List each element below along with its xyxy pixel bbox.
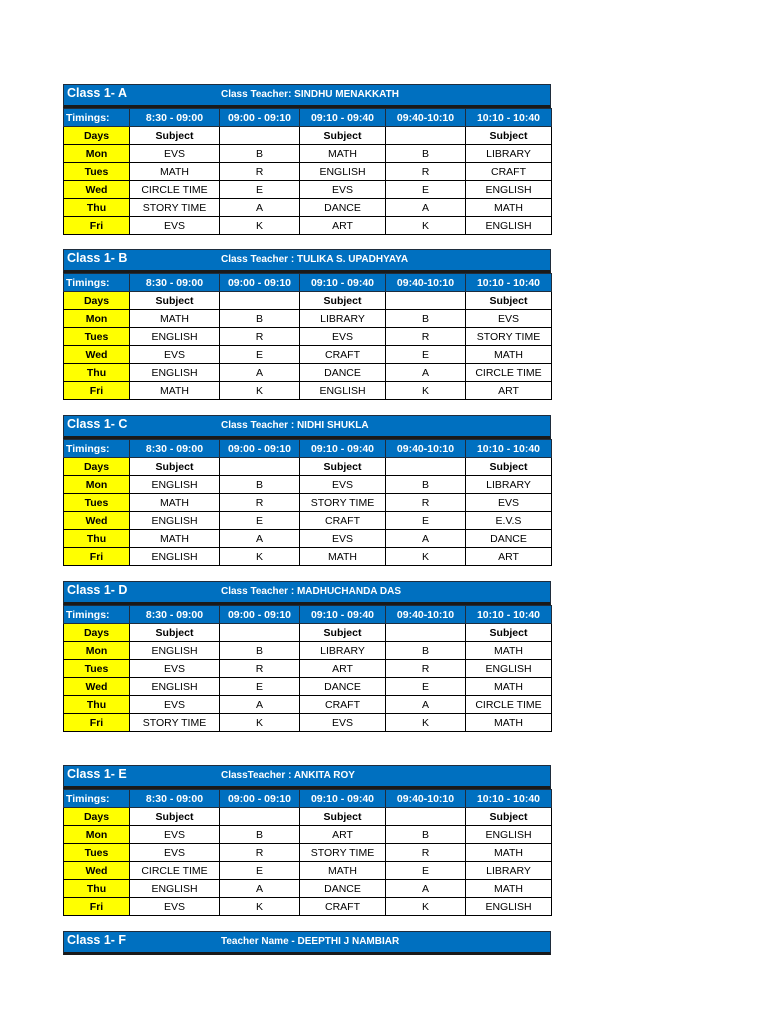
break-cell: E xyxy=(386,862,466,880)
subject-cell: EVS xyxy=(130,696,220,714)
header-row xyxy=(64,292,552,310)
empty-cell xyxy=(220,808,300,826)
subject-cell: ENGLISH xyxy=(466,898,552,916)
day-cell: Wed xyxy=(64,512,130,530)
class-teacher: Class Teacher : MADHUCHANDA DAS xyxy=(221,586,402,597)
subject-cell: DANCE xyxy=(300,199,386,217)
timing-cell: Timings: xyxy=(64,109,130,127)
subject-cell: ENGLISH xyxy=(466,826,552,844)
day-row xyxy=(64,494,552,512)
day-row xyxy=(64,163,552,181)
break-cell: R xyxy=(220,494,300,512)
day-cell: Thu xyxy=(64,199,130,217)
timing-cell: Timings: xyxy=(64,440,130,458)
class-1f-block xyxy=(63,931,551,955)
timings-row xyxy=(64,109,552,127)
day-cell: Thu xyxy=(64,364,130,382)
class-name: Class 1- E xyxy=(67,767,127,781)
subject-header: Subject xyxy=(466,458,552,476)
day-cell: Fri xyxy=(64,898,130,916)
day-cell: Fri xyxy=(64,714,130,732)
break-cell: R xyxy=(220,328,300,346)
break-cell: A xyxy=(220,364,300,382)
empty-cell xyxy=(386,458,466,476)
day-cell: Wed xyxy=(64,862,130,880)
subject-cell: CRAFT xyxy=(300,512,386,530)
subject-cell: EVS xyxy=(130,217,220,235)
subject-cell: MATH xyxy=(466,199,552,217)
subject-cell: EVS xyxy=(300,476,386,494)
class-title-bar xyxy=(63,415,551,439)
subject-cell: E.V.S xyxy=(466,512,552,530)
subject-header: Subject xyxy=(466,292,552,310)
break-cell: A xyxy=(386,880,466,898)
break-cell: B xyxy=(386,642,466,660)
break-cell: K xyxy=(386,898,466,916)
subject-cell: MATH xyxy=(466,678,552,696)
subject-cell: MATH xyxy=(466,346,552,364)
break-cell: B xyxy=(220,826,300,844)
timing-cell: 09:10 - 09:40 xyxy=(300,606,386,624)
empty-cell xyxy=(220,458,300,476)
class-name: Class 1- A xyxy=(67,86,127,100)
day-cell: Thu xyxy=(64,696,130,714)
day-cell: Fri xyxy=(64,382,130,400)
break-cell: E xyxy=(386,181,466,199)
subject-cell: ENGLISH xyxy=(130,880,220,898)
timing-cell: 09:00 - 09:10 xyxy=(220,274,300,292)
break-cell: A xyxy=(386,199,466,217)
day-row xyxy=(64,642,552,660)
subject-cell: EVS xyxy=(466,310,552,328)
class-teacher: Class Teacher: SINDHU MENAKKATH xyxy=(221,89,399,100)
subject-cell: MATH xyxy=(300,145,386,163)
subject-header: Subject xyxy=(300,624,386,642)
timing-cell: 10:10 - 10:40 xyxy=(466,440,552,458)
timing-cell: 09:00 - 09:10 xyxy=(220,440,300,458)
day-cell: Thu xyxy=(64,530,130,548)
header-row xyxy=(64,808,552,826)
class-teacher: ClassTeacher : ANKITA ROY xyxy=(221,770,355,781)
timing-cell: 09:40-10:10 xyxy=(386,440,466,458)
class-name: Class 1- F xyxy=(67,933,127,947)
subject-cell: DANCE xyxy=(300,678,386,696)
subject-cell: ENGLISH xyxy=(300,163,386,181)
subject-header: Subject xyxy=(466,808,552,826)
subject-cell: EVS xyxy=(300,181,386,199)
subject-cell: MATH xyxy=(466,880,552,898)
break-cell: R xyxy=(386,163,466,181)
break-cell: K xyxy=(220,217,300,235)
break-cell: R xyxy=(386,660,466,678)
subject-header: Subject xyxy=(130,458,220,476)
subject-cell: ENGLISH xyxy=(466,660,552,678)
break-cell: B xyxy=(220,310,300,328)
header-row xyxy=(64,458,552,476)
day-row xyxy=(64,548,552,566)
class-name: Class 1- C xyxy=(67,417,128,431)
timing-cell: 09:00 - 09:10 xyxy=(220,606,300,624)
break-cell: A xyxy=(386,696,466,714)
subject-cell: EVS xyxy=(300,714,386,732)
break-cell: A xyxy=(386,530,466,548)
days-header: Days xyxy=(64,808,130,826)
timetable xyxy=(63,439,552,566)
day-cell: Mon xyxy=(64,310,130,328)
subject-cell: ENGLISH xyxy=(300,382,386,400)
timetable xyxy=(63,789,552,916)
day-row xyxy=(64,346,552,364)
subject-cell: LIBRARY xyxy=(466,145,552,163)
days-header: Days xyxy=(64,458,130,476)
subject-cell: STORY TIME xyxy=(130,714,220,732)
class-title-bar xyxy=(63,84,551,108)
subject-cell: EVS xyxy=(130,346,220,364)
subject-cell: MATH xyxy=(130,163,220,181)
subject-cell: ENGLISH xyxy=(130,548,220,566)
subject-header: Subject xyxy=(300,808,386,826)
subject-cell: ART xyxy=(300,217,386,235)
day-row xyxy=(64,199,552,217)
subject-cell: STORY TIME xyxy=(130,199,220,217)
subject-cell: ENGLISH xyxy=(130,364,220,382)
break-cell: B xyxy=(386,310,466,328)
day-cell: Thu xyxy=(64,880,130,898)
empty-cell xyxy=(220,624,300,642)
subject-cell: CIRCLE TIME xyxy=(130,181,220,199)
subject-cell: DANCE xyxy=(466,530,552,548)
timing-cell: 09:10 - 09:40 xyxy=(300,440,386,458)
timetable xyxy=(63,273,552,400)
break-cell: B xyxy=(386,476,466,494)
break-cell: K xyxy=(220,898,300,916)
subject-cell: EVS xyxy=(130,898,220,916)
subject-cell: DANCE xyxy=(300,880,386,898)
day-cell: Mon xyxy=(64,476,130,494)
timing-cell: 10:10 - 10:40 xyxy=(466,606,552,624)
break-cell: R xyxy=(386,494,466,512)
days-header: Days xyxy=(64,292,130,310)
timings-row xyxy=(64,440,552,458)
days-header: Days xyxy=(64,624,130,642)
break-cell: K xyxy=(386,382,466,400)
subject-header: Subject xyxy=(466,127,552,145)
class-timetable-block xyxy=(63,84,551,235)
class-timetable-block xyxy=(63,249,551,400)
break-cell: R xyxy=(386,328,466,346)
subject-cell: CRAFT xyxy=(466,163,552,181)
timing-cell: 09:40-10:10 xyxy=(386,109,466,127)
subject-cell: CIRCLE TIME xyxy=(130,862,220,880)
timing-cell: 09:10 - 09:40 xyxy=(300,274,386,292)
break-cell: E xyxy=(386,346,466,364)
subject-cell: MATH xyxy=(130,382,220,400)
day-row xyxy=(64,181,552,199)
subject-cell: EVS xyxy=(130,145,220,163)
subject-header: Subject xyxy=(130,624,220,642)
subject-cell: EVS xyxy=(130,826,220,844)
empty-cell xyxy=(386,292,466,310)
subject-header: Subject xyxy=(300,127,386,145)
break-cell: B xyxy=(220,476,300,494)
class-timetable-block xyxy=(63,581,551,732)
break-cell: E xyxy=(220,512,300,530)
break-cell: A xyxy=(220,696,300,714)
class-title-bar xyxy=(63,765,551,789)
subject-cell: ART xyxy=(300,826,386,844)
day-cell: Fri xyxy=(64,217,130,235)
timing-cell: Timings: xyxy=(64,274,130,292)
subject-cell: EVS xyxy=(130,660,220,678)
timetable xyxy=(63,108,552,235)
break-cell: K xyxy=(220,382,300,400)
break-cell: R xyxy=(386,844,466,862)
day-row xyxy=(64,382,552,400)
break-cell: E xyxy=(220,862,300,880)
subject-cell: EVS xyxy=(466,494,552,512)
subject-cell: EVS xyxy=(300,328,386,346)
day-cell: Fri xyxy=(64,548,130,566)
day-cell: Mon xyxy=(64,642,130,660)
subject-cell: STORY TIME xyxy=(300,844,386,862)
break-cell: E xyxy=(220,678,300,696)
subject-cell: ENGLISH xyxy=(130,328,220,346)
day-row xyxy=(64,678,552,696)
subject-cell: LIBRARY xyxy=(300,310,386,328)
subject-header: Subject xyxy=(300,458,386,476)
subject-cell: ART xyxy=(300,660,386,678)
break-cell: K xyxy=(220,714,300,732)
day-row xyxy=(64,217,552,235)
subject-cell: EVS xyxy=(130,844,220,862)
subject-cell: CRAFT xyxy=(300,346,386,364)
class-title-bar xyxy=(63,249,551,273)
class-name: Class 1- D xyxy=(67,583,128,597)
class-title-bar xyxy=(63,581,551,605)
day-cell: Wed xyxy=(64,346,130,364)
subject-cell: MATH xyxy=(130,310,220,328)
day-row xyxy=(64,310,552,328)
day-row xyxy=(64,530,552,548)
break-cell: R xyxy=(220,660,300,678)
class-name: Class 1- B xyxy=(67,251,128,265)
break-cell: E xyxy=(386,512,466,530)
break-cell: B xyxy=(386,826,466,844)
subject-cell: DANCE xyxy=(300,364,386,382)
timing-cell: Timings: xyxy=(64,790,130,808)
timings-row xyxy=(64,790,552,808)
day-row xyxy=(64,844,552,862)
timing-cell: 8:30 - 09:00 xyxy=(130,790,220,808)
subject-cell: ENGLISH xyxy=(130,512,220,530)
timing-cell: 8:30 - 09:00 xyxy=(130,109,220,127)
empty-cell xyxy=(386,127,466,145)
empty-cell xyxy=(386,624,466,642)
timing-cell: Timings: xyxy=(64,606,130,624)
class-teacher: Class Teacher : TULIKA S. UPADHYAYA xyxy=(221,254,409,265)
day-row xyxy=(64,714,552,732)
break-cell: B xyxy=(220,642,300,660)
timing-cell: 09:00 - 09:10 xyxy=(220,109,300,127)
day-row xyxy=(64,826,552,844)
subject-cell: MATH xyxy=(300,548,386,566)
day-cell: Tues xyxy=(64,328,130,346)
break-cell: A xyxy=(220,880,300,898)
subject-cell: ENGLISH xyxy=(130,678,220,696)
subject-cell: MATH xyxy=(466,844,552,862)
subject-cell: EVS xyxy=(300,530,386,548)
break-cell: K xyxy=(386,548,466,566)
timing-cell: 8:30 - 09:00 xyxy=(130,606,220,624)
timing-cell: 10:10 - 10:40 xyxy=(466,109,552,127)
subject-cell: MATH xyxy=(466,714,552,732)
day-row xyxy=(64,660,552,678)
header-row xyxy=(64,127,552,145)
break-cell: A xyxy=(386,364,466,382)
timing-cell: 09:40-10:10 xyxy=(386,790,466,808)
subject-cell: LIBRARY xyxy=(300,642,386,660)
day-row xyxy=(64,145,552,163)
subject-cell: MATH xyxy=(130,530,220,548)
subject-cell: ART xyxy=(466,382,552,400)
days-header: Days xyxy=(64,127,130,145)
subject-cell: ENGLISH xyxy=(466,217,552,235)
timing-cell: 09:40-10:10 xyxy=(386,606,466,624)
break-cell: K xyxy=(386,217,466,235)
empty-cell xyxy=(386,808,466,826)
day-cell: Tues xyxy=(64,494,130,512)
subject-cell: LIBRARY xyxy=(466,476,552,494)
empty-cell xyxy=(220,292,300,310)
day-row xyxy=(64,696,552,714)
break-cell: R xyxy=(220,844,300,862)
day-cell: Tues xyxy=(64,844,130,862)
timing-cell: 8:30 - 09:00 xyxy=(130,274,220,292)
day-row xyxy=(64,862,552,880)
break-cell: R xyxy=(220,163,300,181)
timing-cell: 09:10 - 09:40 xyxy=(300,790,386,808)
break-cell: K xyxy=(386,714,466,732)
subject-cell: MATH xyxy=(466,642,552,660)
subject-cell: STORY TIME xyxy=(466,328,552,346)
subject-cell: CIRCLE TIME xyxy=(466,696,552,714)
subject-cell: MATH xyxy=(130,494,220,512)
day-cell: Mon xyxy=(64,826,130,844)
subject-header: Subject xyxy=(130,127,220,145)
timetable xyxy=(63,605,552,732)
timing-cell: 09:40-10:10 xyxy=(386,274,466,292)
day-row xyxy=(64,512,552,530)
timings-row xyxy=(64,274,552,292)
day-row xyxy=(64,880,552,898)
subject-cell: CIRCLE TIME xyxy=(466,364,552,382)
day-cell: Wed xyxy=(64,181,130,199)
subject-cell: ART xyxy=(466,548,552,566)
subject-cell: ENGLISH xyxy=(466,181,552,199)
subject-header: Subject xyxy=(466,624,552,642)
day-cell: Mon xyxy=(64,145,130,163)
break-cell: B xyxy=(220,145,300,163)
timing-cell: 8:30 - 09:00 xyxy=(130,440,220,458)
class-teacher: Class Teacher : NIDHI SHUKLA xyxy=(221,420,369,431)
class-timetable-block xyxy=(63,765,551,916)
day-cell: Tues xyxy=(64,660,130,678)
header-row xyxy=(64,624,552,642)
day-row xyxy=(64,364,552,382)
class-teacher: Teacher Name - DEEPTHI J NAMBIAR xyxy=(221,936,400,947)
class-title-bar xyxy=(63,931,551,955)
timing-cell: 10:10 - 10:40 xyxy=(466,790,552,808)
day-cell: Tues xyxy=(64,163,130,181)
break-cell: B xyxy=(386,145,466,163)
break-cell: E xyxy=(220,181,300,199)
subject-cell: LIBRARY xyxy=(466,862,552,880)
subject-header: Subject xyxy=(300,292,386,310)
subject-cell: ENGLISH xyxy=(130,476,220,494)
subject-header: Subject xyxy=(130,808,220,826)
break-cell: K xyxy=(220,548,300,566)
timings-row xyxy=(64,606,552,624)
timing-cell: 09:00 - 09:10 xyxy=(220,790,300,808)
break-cell: A xyxy=(220,530,300,548)
subject-cell: STORY TIME xyxy=(300,494,386,512)
subject-cell: CRAFT xyxy=(300,696,386,714)
day-row xyxy=(64,476,552,494)
day-cell: Wed xyxy=(64,678,130,696)
subject-cell: MATH xyxy=(300,862,386,880)
timing-cell: 09:10 - 09:40 xyxy=(300,109,386,127)
subject-cell: ENGLISH xyxy=(130,642,220,660)
day-row xyxy=(64,898,552,916)
class-timetable-block xyxy=(63,415,551,566)
break-cell: A xyxy=(220,199,300,217)
break-cell: E xyxy=(220,346,300,364)
subject-header: Subject xyxy=(130,292,220,310)
subject-cell: CRAFT xyxy=(300,898,386,916)
timing-cell: 10:10 - 10:40 xyxy=(466,274,552,292)
break-cell: E xyxy=(386,678,466,696)
empty-cell xyxy=(220,127,300,145)
day-row xyxy=(64,328,552,346)
